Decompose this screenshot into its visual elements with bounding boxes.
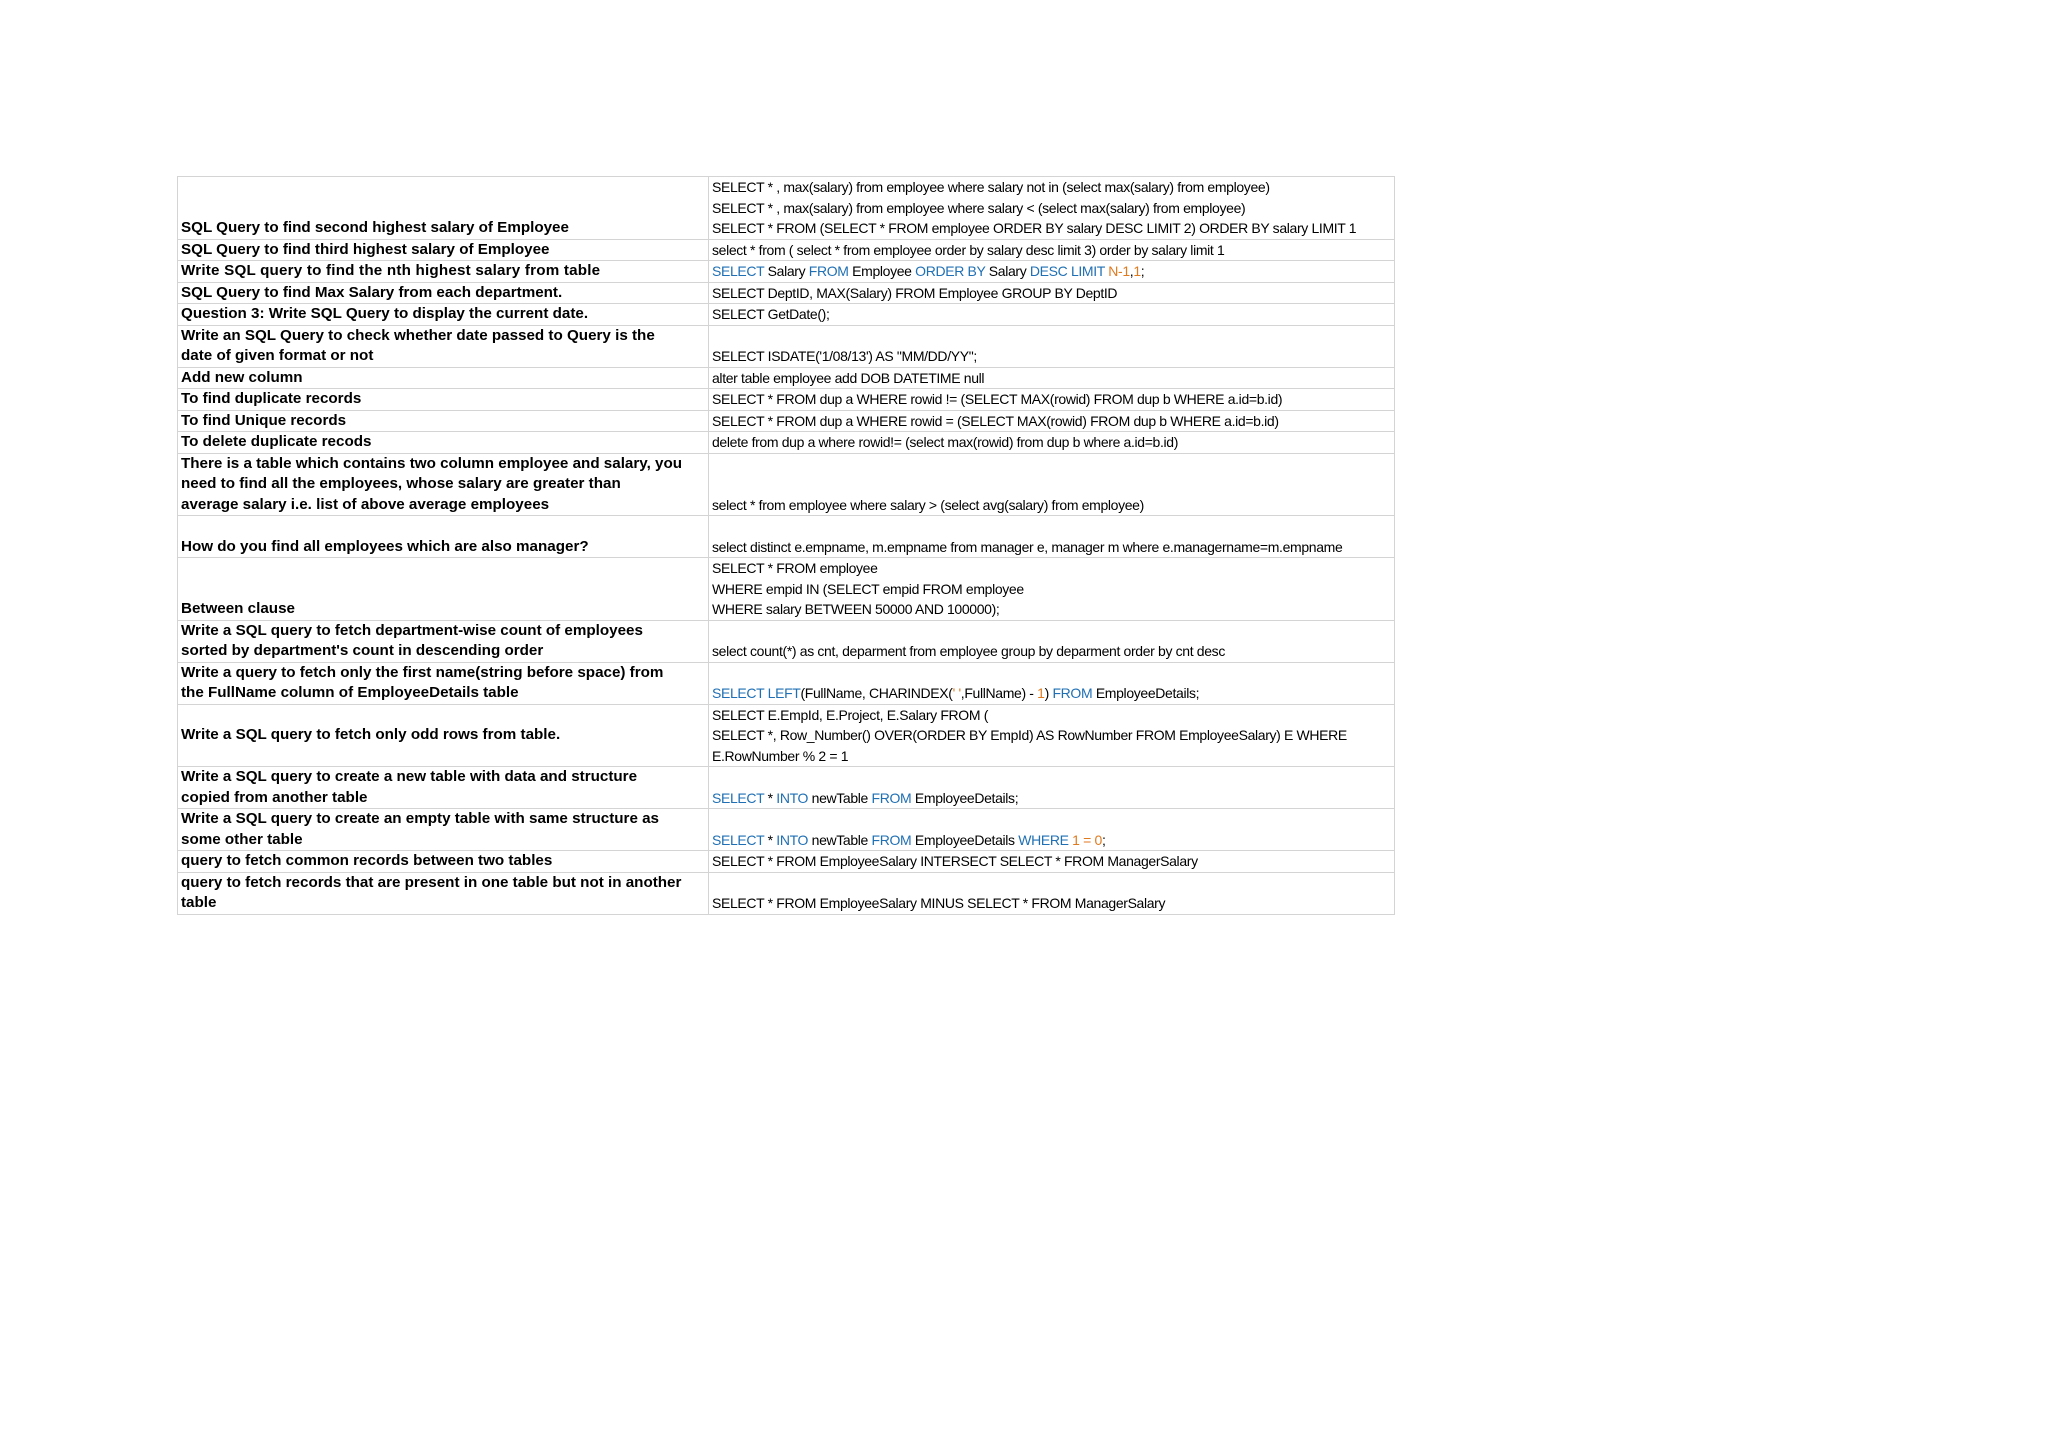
sql-text: , [1129,263,1134,279]
table-row [178,389,1395,411]
sql-keyword: FROM [871,831,912,848]
sql-text: ) [1044,685,1053,701]
sql-literal: N-1 [1104,263,1130,279]
answer-cell[interactable] [709,662,1395,704]
question-cell[interactable]: SQL Query to find third highest salary of Employee [178,239,709,261]
sql-keyword: INTO [776,789,809,806]
question-cell[interactable]: SQL Query to find second highest salary of Employee [178,177,709,240]
answer-cell[interactable]: SELECT ISDATE('1/08/13') AS "MM/DD/YY"; [709,325,1395,367]
answer-cell[interactable]: alter table employee add DOB DATETIME null [709,367,1395,389]
sql-keyword: ORDER BY [915,263,986,279]
table-row [178,177,1395,240]
question-cell[interactable]: Write an SQL Query to check whether date passed to Query is the date of given format or not [178,325,709,367]
table-row [178,872,1395,914]
question-cell[interactable]: Add new column [178,367,709,389]
sql-literal: 1 = 0 [1068,831,1102,848]
table-row [178,704,1395,767]
question-cell[interactable]: Write a query to fetch only the first name(string before space) from the FullName column of EmployeeDetails table [178,662,709,704]
sql-text: Salary [764,263,809,279]
sql-literal: 1 [1037,685,1045,701]
question-cell[interactable]: Write a SQL query to create an empty table with same structure as some other table [178,809,709,851]
table-row [178,662,1395,704]
sql-text: * [764,789,777,806]
question-cell[interactable]: Between clause [178,558,709,621]
table-row [178,410,1395,432]
table-row [178,432,1395,454]
answer-cell[interactable]: select * from employee where salary > (select avg(salary) from employee) [709,453,1395,516]
sql-text: ; [1140,263,1145,279]
sql-notes-table [177,176,1395,915]
answer-cell[interactable]: select distinct e.empname, m.empname from manager e, manager m where e.managername=m.empname [709,516,1395,558]
sql-keyword: SELECT LEFT [712,685,801,701]
table-row [178,809,1395,851]
table-row [178,261,1395,283]
table-row [178,558,1395,621]
answer-cell[interactable] [709,809,1395,851]
answer-cell[interactable]: SELECT GetDate(); [709,304,1395,326]
answer-cell[interactable] [709,261,1395,283]
table-row [178,282,1395,304]
question-cell[interactable]: To find Unique records [178,410,709,432]
sql-text: EmployeeDetails [911,831,1019,848]
table-row [178,239,1395,261]
table-row [178,851,1395,873]
question-cell[interactable]: To delete duplicate recods [178,432,709,454]
question-cell[interactable]: Write a SQL query to create a new table with data and structure copied from another table [178,767,709,809]
sql-keyword: FROM [808,263,849,279]
sql-text: Salary [985,263,1030,279]
sql-text: (FullName, CHARINDEX( [800,685,953,701]
question-cell[interactable]: There is a table which contains two column employee and salary, you need to find all the employees, whose salary are greater than average salary i.e. list of above average employees [178,453,709,516]
sql-keyword: WHERE [1018,831,1069,848]
table-row [178,453,1395,516]
question-cell[interactable]: How do you find all employees which are also manager? [178,516,709,558]
table-row [178,304,1395,326]
sql-literal: 1 [1133,263,1141,279]
sql-text: ; [1101,831,1106,848]
question-cell[interactable]: Question 3: Write SQL Query to display the current date. [178,304,709,326]
sql-text: * [764,831,777,848]
sql-keyword: SELECT [712,831,765,848]
table-row [178,367,1395,389]
sql-text: EmployeeDetails; [1092,685,1200,701]
question-cell[interactable]: SQL Query to find Max Salary from each department. [178,282,709,304]
question-cell[interactable]: query to fetch common records between two tables [178,851,709,873]
sql-text: ,FullName) - [960,685,1038,701]
answer-cell[interactable]: SELECT * FROM EmployeeSalary MINUS SELECT * FROM ManagerSalary [709,872,1395,914]
table-row [178,620,1395,662]
answer-cell[interactable]: SELECT * FROM dup a WHERE rowid = (SELECT MAX(rowid) FROM dup b WHERE a.id=b.id) [709,410,1395,432]
answer-cell[interactable]: select * from ( select * from employee order by salary desc limit 3) order by salary limit 1 [709,239,1395,261]
answer-cell[interactable]: delete from dup a where rowid!= (select max(rowid) from dup b where a.id=b.id) [709,432,1395,454]
question-cell[interactable]: To find duplicate records [178,389,709,411]
answer-cell[interactable]: SELECT * FROM EmployeeSalary INTERSECT SELECT * FROM ManagerSalary [709,851,1395,873]
sql-text: EmployeeDetails; [911,789,1019,806]
sql-keyword: DESC LIMIT [1029,263,1105,279]
sql-keyword: FROM [1052,685,1093,701]
answer-cell[interactable]: SELECT DeptID, MAX(Salary) FROM Employee GROUP BY DeptID [709,282,1395,304]
sql-literal: ' ' [952,685,961,701]
sql-keyword: FROM [871,789,912,806]
sql-keyword: INTO [776,831,809,848]
table-row [178,516,1395,558]
question-cell[interactable]: Write a SQL query to fetch department-wise count of employees sorted by department's count in descending order [178,620,709,662]
answer-cell[interactable]: SELECT * FROM dup a WHERE rowid != (SELECT MAX(rowid) FROM dup b WHERE a.id=b.id) [709,389,1395,411]
answer-cell[interactable]: select count(*) as cnt, deparment from employee group by deparment order by cnt desc [709,620,1395,662]
sql-text: newTable [808,831,872,848]
sql-text: Employee [848,263,916,279]
sql-text: newTable [808,789,872,806]
table-row [178,325,1395,367]
sql-keyword: SELECT [712,789,765,806]
answer-cell[interactable]: SELECT E.EmpId, E.Project, E.Salary FROM ( SELECT *, Row_Number() OVER(ORDER BY EmpId) AS RowNumber FROM EmployeeSalary) E WHERE E.RowNumber % 2 = 1 [709,704,1395,767]
question-cell[interactable]: Write a SQL query to fetch only odd rows from table. [178,704,709,767]
answer-cell[interactable] [709,767,1395,809]
question-cell[interactable]: query to fetch records that are present in one table but not in another table [178,872,709,914]
sql-keyword: SELECT [712,263,765,279]
question-cell[interactable]: Write SQL query to find the nth highest salary from table [178,261,709,283]
answer-cell[interactable]: SELECT * , max(salary) from employee where salary not in (select max(salary) from employee) SELECT * , max(salary) from employee where salary < (select max(salary) from employee) SELECT * FROM (SELECT * FROM employee ORDER BY salary DESC LIMIT 2) ORDER BY salary LIMIT 1 [709,177,1395,240]
table-row [178,767,1395,809]
answer-cell[interactable]: SELECT * FROM employee WHERE empid IN (SELECT empid FROM employee WHERE salary BETWEEN 50000 AND 100000); [709,558,1395,621]
